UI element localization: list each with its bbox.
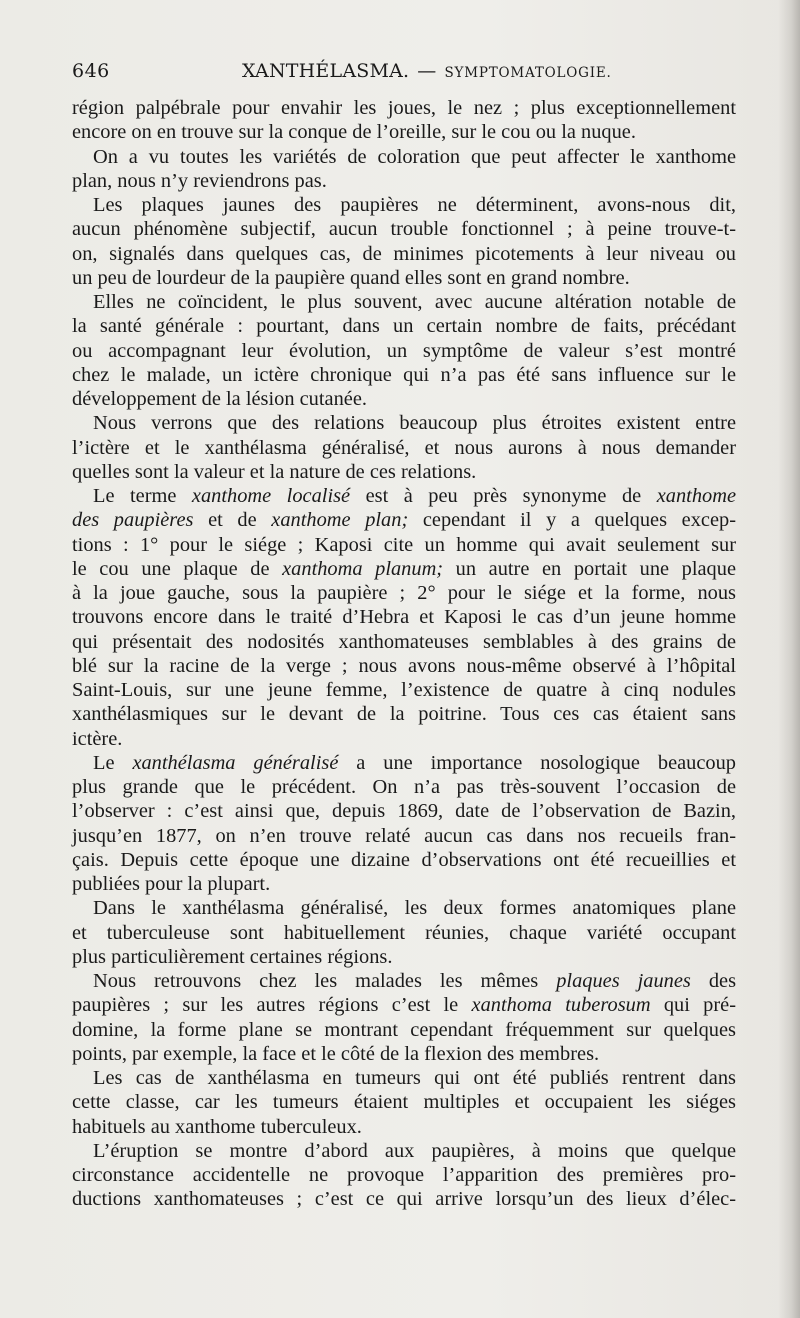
text-line: habituels au xanthome tuberculeux.: [72, 1115, 362, 1138]
text-segment: est à peu près synonyme de: [350, 485, 657, 507]
text-line: jusqu’en 1877, on n’en trouve relaté aucun cas dans nos recueils fran-: [72, 824, 736, 847]
text-line: Dans le xanthélasma généralisé, les deux formes anatomiques plane: [93, 897, 736, 920]
text-line: qui présentait des nodosités xanthomateuses semblables à des grains de: [72, 630, 736, 653]
text-line: la santé générale : pourtant, dans un certain nombre de faits, précédant: [72, 315, 736, 338]
text-line: plan, nous n’y reviendrons pas.: [72, 169, 327, 192]
text-segment: Nous retrouvons chez les malades les mêmes: [93, 970, 557, 992]
text-line: ictère.: [72, 727, 123, 750]
text-segment: et de: [193, 509, 272, 532]
italic-term: xanthome plan;: [271, 509, 409, 532]
text-line: un peu de lourdeur de la paupière quand elles sont en grand nombre.: [72, 266, 630, 289]
text-line: et tuberculeuse sont habituellement réunies, chaque variété occupant: [72, 921, 736, 944]
running-head-dash: —: [417, 60, 437, 82]
text-segment: un autre en portait une plaque: [443, 557, 737, 580]
text-line: [72, 508, 736, 532]
text-line: domine, la forme plane se montrant cependant fréquemment sur quelques: [72, 1018, 736, 1041]
italic-term: xanthoma planum;: [282, 557, 444, 580]
text-line: développement de la lésion cutanée.: [72, 388, 367, 410]
text-line: ou accompagnant leur évolution, un symptôme de valeur s’est montré: [72, 339, 736, 362]
italic-term: xanthome: [656, 485, 736, 507]
text-line: aucun phénomène subjectif, aucun trouble fonctionnel ; à peine trouve-t-: [72, 218, 736, 241]
text-segment: a une importance nosologique beaucoup: [338, 751, 737, 774]
running-head: [242, 60, 612, 82]
text-segment: Le terme: [93, 485, 192, 507]
italic-term: des paupières: [72, 509, 194, 532]
text-line: çais. Depuis cette époque une dizaine d’observations ont été recueillies et: [72, 848, 736, 871]
text-line: on, signalés dans quelques cas, de minimes picotements à leur niveau ou: [72, 242, 736, 265]
page-edge-shadow: [778, 0, 800, 1318]
text-segment: Le: [93, 751, 133, 774]
italic-term: xanthélasma généralisé: [132, 751, 339, 774]
text-line: chez le malade, un ictère chronique qui n’a pas été sans influence sur le: [72, 363, 736, 386]
text-line: quelles sont la valeur et la nature de ces relations.: [72, 460, 477, 483]
page-header: [72, 58, 736, 88]
text-line: trouvons encore dans le traité d’Hebra et Kaposi le cas d’un jeune homme: [72, 606, 736, 629]
text-segment: qui pré-: [650, 994, 736, 1017]
italic-term: xanthome localisé: [191, 485, 351, 507]
text-line: encore on en trouve sur la conque de l’oreille, sur le cou ou la nuque.: [72, 121, 636, 144]
text-line: [72, 557, 736, 581]
text-line: cette classe, car les tumeurs étaient multiples et occupaient les siéges: [72, 1091, 736, 1114]
text-line: xanthélasmiques sur le devant de la poitrine. Tous ces cas étaient sans: [72, 703, 736, 726]
body-text: [72, 96, 736, 1212]
text-line: Elles ne coïncident, le plus souvent, avec aucune altération notable de: [93, 291, 736, 313]
text-segment: le cou une plaque de: [72, 557, 283, 580]
text-line: Les cas de xanthélasma en tumeurs qui ont été publiés rentrent dans: [93, 1067, 736, 1089]
text-line: à la joue gauche, sous la paupière ; 2° pour le siége et la forme, nous: [72, 582, 736, 604]
text-line: blé sur la racine de la verge ; nous avons nous-même observé à l’hôpital: [72, 654, 736, 677]
text-line: l’observer : c’est ainsi que, depuis 1869, date de l’observation de Bazin,: [72, 800, 736, 823]
text-line: circonstance accidentelle ne provoque l’apparition des premières pro-: [72, 1164, 736, 1186]
text-line: l’ictère et le xanthélasma généralisé, et nous aurons à nous demander: [72, 436, 736, 459]
text-line: ductions xanthomateuses ; c’est ce qui arrive lorsqu’un des lieux d’élec-: [72, 1188, 736, 1211]
text-line: tions : 1° pour le siége ; Kaposi cite un homme qui avait seulement sur: [72, 533, 736, 556]
running-head-section: SYMPTOMATOLOGIE.: [444, 65, 612, 81]
text-line: [72, 751, 736, 775]
text-segment: cependant il y a quelques excep-: [408, 509, 736, 532]
text-line: [72, 484, 736, 508]
text-line: Les plaques jaunes des paupières ne déterminent, avons-nous dit,: [93, 194, 736, 216]
italic-term: xanthoma tuberosum: [471, 994, 651, 1017]
text-line: Saint-Louis, sur une jeune femme, l’existence de quatre à cinq nodules: [72, 679, 736, 701]
text-line: points, par exemple, la face et le côté de la flexion des membres.: [72, 1042, 600, 1065]
text-segment: paupières ; sur les autres régions c’est le: [72, 994, 472, 1017]
italic-term: plaques jaunes: [556, 970, 691, 992]
text-line: publiées pour la plupart.: [72, 873, 271, 895]
text-line: plus particulièrement certaines régions.: [72, 945, 393, 968]
text-line: plus grande que le précédent. On n’a pas très-souvent l’occasion de: [72, 776, 736, 798]
running-head-title: XANTHÉLASMA.: [242, 60, 410, 82]
text-line: [72, 969, 736, 993]
text-line: [72, 993, 736, 1017]
text-line: région palpébrale pour envahir les joues, le nez ; plus exceptionnellement: [72, 97, 736, 119]
text-line: On a vu toutes les variétés de coloration que peut affecter le xanthome: [93, 145, 736, 168]
text-segment: des: [690, 970, 737, 992]
text-line: Nous verrons que des relations beaucoup plus étroites existent entre: [93, 412, 736, 435]
text-line: L’éruption se montre d’abord aux paupières, à moins que quelque: [93, 1139, 736, 1162]
page-number: 646: [72, 60, 110, 82]
